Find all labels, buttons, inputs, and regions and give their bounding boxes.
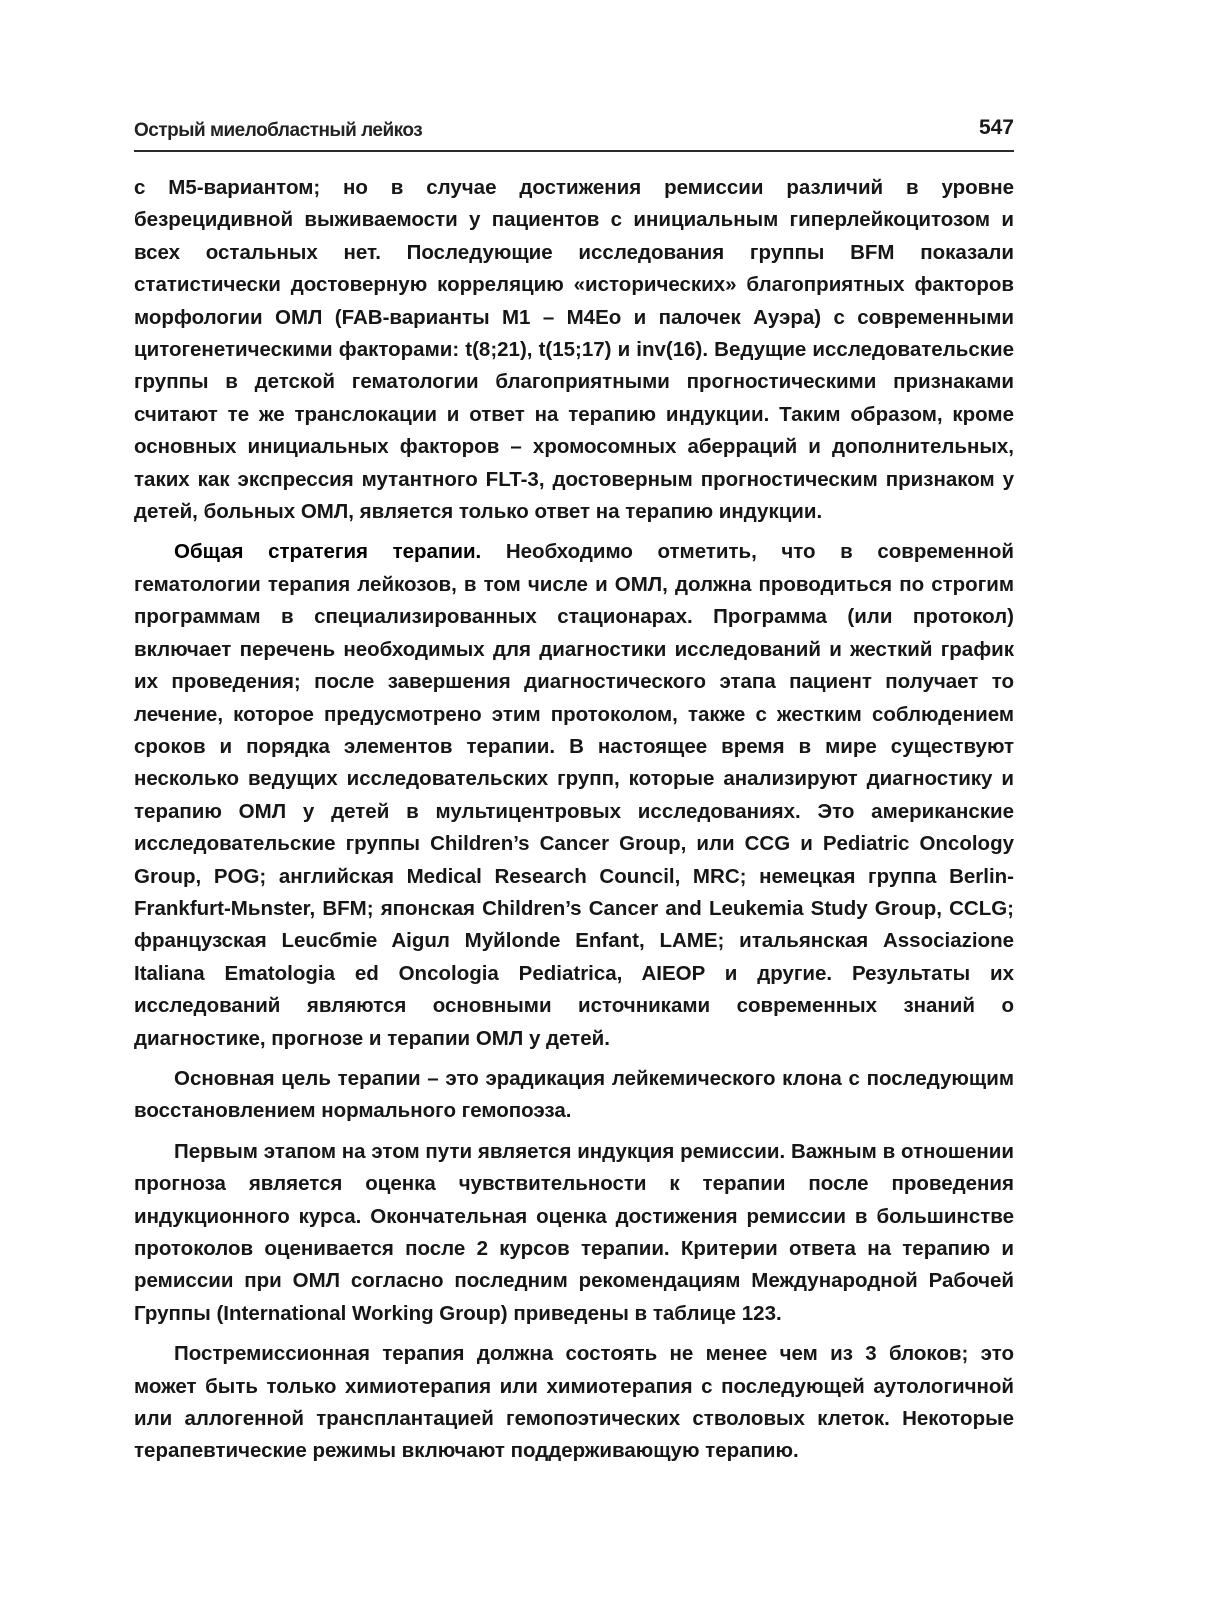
page-number: 547 xyxy=(978,116,1014,139)
running-header xyxy=(134,116,1014,152)
paragraph-therapy-strategy xyxy=(134,536,1014,1055)
paragraph-lead-heading: Общая стратегия терапии. xyxy=(174,540,482,564)
paragraph-therapy-goal xyxy=(134,1063,1014,1128)
paragraph-continuation xyxy=(134,172,1014,528)
body-text xyxy=(134,172,1014,1476)
paragraph-text: Основная цель терапии – это эрадикация лейкемического клона с последующим восстановлением нормального гемопоэза. xyxy=(134,1066,1014,1123)
paragraph-text: с M5-вариантом; но в случае достижения ремиссии различий в уровне безрецидивной выживаемости у пациентов с инициальным гиперлейкоцитозом и всех остальных нет. Последующие исследования группы BFM показали статистически достоверную корреляцию «исторических» благоприятных факторов морфологии ОМЛ (FAB-варианты M1 – M4Eo и палочек Ауэра) с современными цитогенетическими факторами: t(8;21), t(15;17) и inv(16). Ведущие исследовательские группы в детской гематологии благоприятными прогностическими признаками считают те же транслокации и ответ на терапию индукции. Таким образом, кроме основных инициальных факторов – хромосомных аберраций и дополнительных, таких как экспрессия мутантного FLT-3, достоверным прогностическим признаком у детей, больных ОМЛ, является только ответ на терапию индукции. xyxy=(134,176,1014,524)
paragraph-text: Необходимо отметить, что в современной гематологии терапия лейкозов, в том числе и ОМЛ, должна проводиться по строгим программам в специализированных стационарах. Программа (или протокол) включает перечень необходимых для диагностики исследований и жесткий график их проведения; после завершения диагностического этапа пациент получает то лечение, которое предусмотрено этим протоколом, также с жестким соблюдением сроков и порядка элементов терапии. В настоящее время в мире существуют несколько ведущих исследовательских групп, которые анализируют диагностику и терапию ОМЛ у детей в мультицентровых исследованиях. Это американские исследовательские группы Children’s Cancer Group, или CCG и Pediatric Oncology Group, POG; английская Medical Research Council, MRC; немецкая группа Berlin-Frankfurt-Mьnster, BFM; японская Children’s Cancer and Leukemia Study Group, CCLG; французская Leucбmie Aiguл Myйlonde Enfant, LAME; итальянская Associazione Italiana Ematologia ed Oncologia Pediatrica, AIEOP и другие. Результаты их исследований являются основными источниками современных знаний о диагностике, прогнозе и терапии ОМЛ у детей. xyxy=(134,540,1014,1050)
paragraph-postremission-therapy xyxy=(134,1338,1014,1468)
paragraph-text: Постремиссионная терапия должна состоять не менее чем из 3 блоков; это может быть только химиотерапия или химиотерапия с последующей аутологичной или аллогенной трансплантацией гемопоэтических стволовых клеток. Некоторые терапевтические режимы включают поддерживающую терапию. xyxy=(134,1342,1014,1463)
paragraph-text: Первым этапом на этом пути является индукция ремиссии. Важным в отношении прогноза является оценка чувствительности к терапии после проведения индукционного курса. Окончательная оценка достижения ремиссии в большинстве протоколов оценивается после 2 курсов терапии. Критерии ответа на терапию и ремиссии при ОМЛ согласно последним рекомендациям Международной Рабочей Группы (International Working Group) приведены в таблице 123. xyxy=(134,1139,1014,1325)
running-title: Острый миелобластный лейкоз xyxy=(134,120,423,141)
paragraph-remission-induction xyxy=(134,1136,1014,1330)
